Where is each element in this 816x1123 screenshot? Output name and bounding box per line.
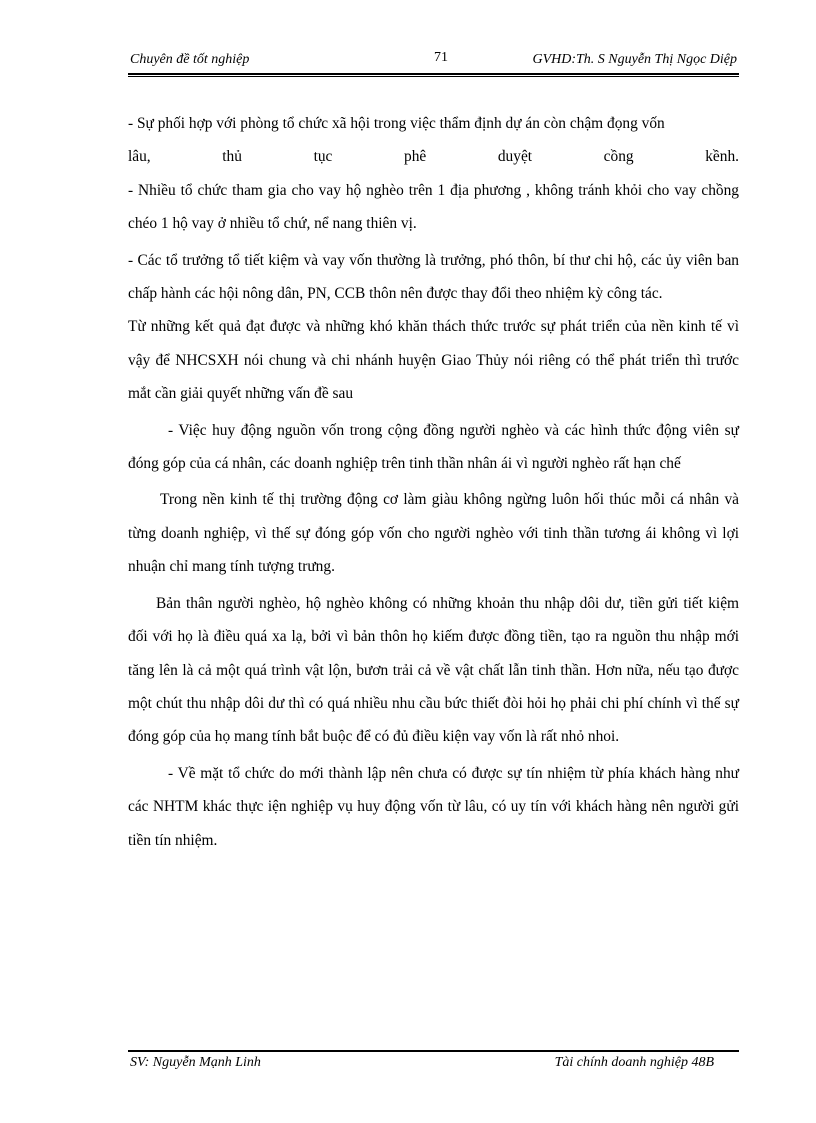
- document-body: [128, 107, 739, 857]
- paragraph-2: - Nhiều tổ chức tham gia cho vay hộ nghèo trên 1 địa phương , không tránh khỏi cho vay chồng chéo 1 hộ vay ở nhiều tổ chứ, nể nang thiên vị.: [128, 181, 739, 233]
- paragraph-4: Từ những kết quả đạt được và những khó khăn thách thức trước sự phát triển của nền kinh tế vì vậy để NHCSXH nói chung và chi nhánh huyện Giao Thủy nói riêng có thể phát triển thì trước mắt cần giải quyết những vấn đề sau: [128, 318, 739, 403]
- paragraph-5: - Việc huy động nguồn vốn trong cộng đồng người nghèo và các hình thức động viên sự đóng góp của cá nhân, các doanh nghiệp trên tinh thần nhân ái vì người nghèo rất hạn chế: [128, 421, 739, 473]
- paragraph-6: Trong nền kinh tế thị trường động cơ làm giàu không ngừng luôn hối thúc mỗi cá nhân và từng doanh nghiệp, vì thế sự đóng góp vốn cho người nghèo với tinh thần tương ái không vì lợi nhuận chỉ mang tính tượng trưng.: [128, 491, 739, 576]
- paragraph-3: - Các tổ trưởng tổ tiết kiệm và vay vốn thường là trưởng, phó thôn, bí thư chi hộ, các ủy viên ban chấp hành các hội nông dân, PN, CCB thôn nên được thay đổi theo nhiệm kỳ công tác.: [128, 251, 739, 303]
- paragraph-1-line-1: - Sự phối hợp với phòng tổ chức xã hội trong việc thẩm định dự án còn chậm đọng vốn: [128, 115, 665, 132]
- paragraph-8: - Về mặt tổ chức do mới thành lập nên chưa có được sự tín nhiệm từ phía khách hàng như các NHTM khác thực iện nghiệp vụ huy động vốn từ lâu, có uy tín với khách hàng nên người gửi tiền tín nhiệm.: [128, 764, 739, 849]
- paragraph-7: Bản thân người nghèo, hộ nghèo không có những khoản thu nhập dôi dư, tiền gửi tiết kiệm đối với họ là điều quá xa lạ, bởi vì bản thôn họ kiếm được đồng tiền, tạo ra nguồn thu nhập mới tăng lên là cả một quá trình vật lộn, bươn trải cả về vật chất lẫn tinh thần. Hơn nữa, nếu tạo được một chút thu nhập dôi dư thì có quá nhiều nhu cầu bức thiết đòi hỏi họ phải chi phí chính vì thế sự đóng góp của họ mang tính bắt buộc để có đủ điều kiện vay vốn là rất nhỏ nhoi.: [128, 594, 739, 746]
- header-document-title: Chuyên đề tốt nghiệp: [130, 52, 250, 67]
- footer-student-name: SV: Nguyễn Mạnh Linh: [130, 1055, 261, 1070]
- page-header: [130, 52, 737, 72]
- paragraph-1-line-2: lâu, thủ tục phê duyệt cồng kềnh.: [128, 148, 739, 166]
- footer-department: Tài chính doanh nghiệp 48B: [554, 1055, 714, 1070]
- header-rule-thin: [128, 76, 739, 77]
- header-advisor: GVHD:Th. S Nguyễn Thị Ngọc Diệp: [532, 52, 737, 67]
- header-rule: [128, 73, 739, 75]
- page-number: 71: [434, 50, 448, 65]
- page-footer: [130, 1055, 714, 1075]
- footer-rule: [128, 1050, 739, 1052]
